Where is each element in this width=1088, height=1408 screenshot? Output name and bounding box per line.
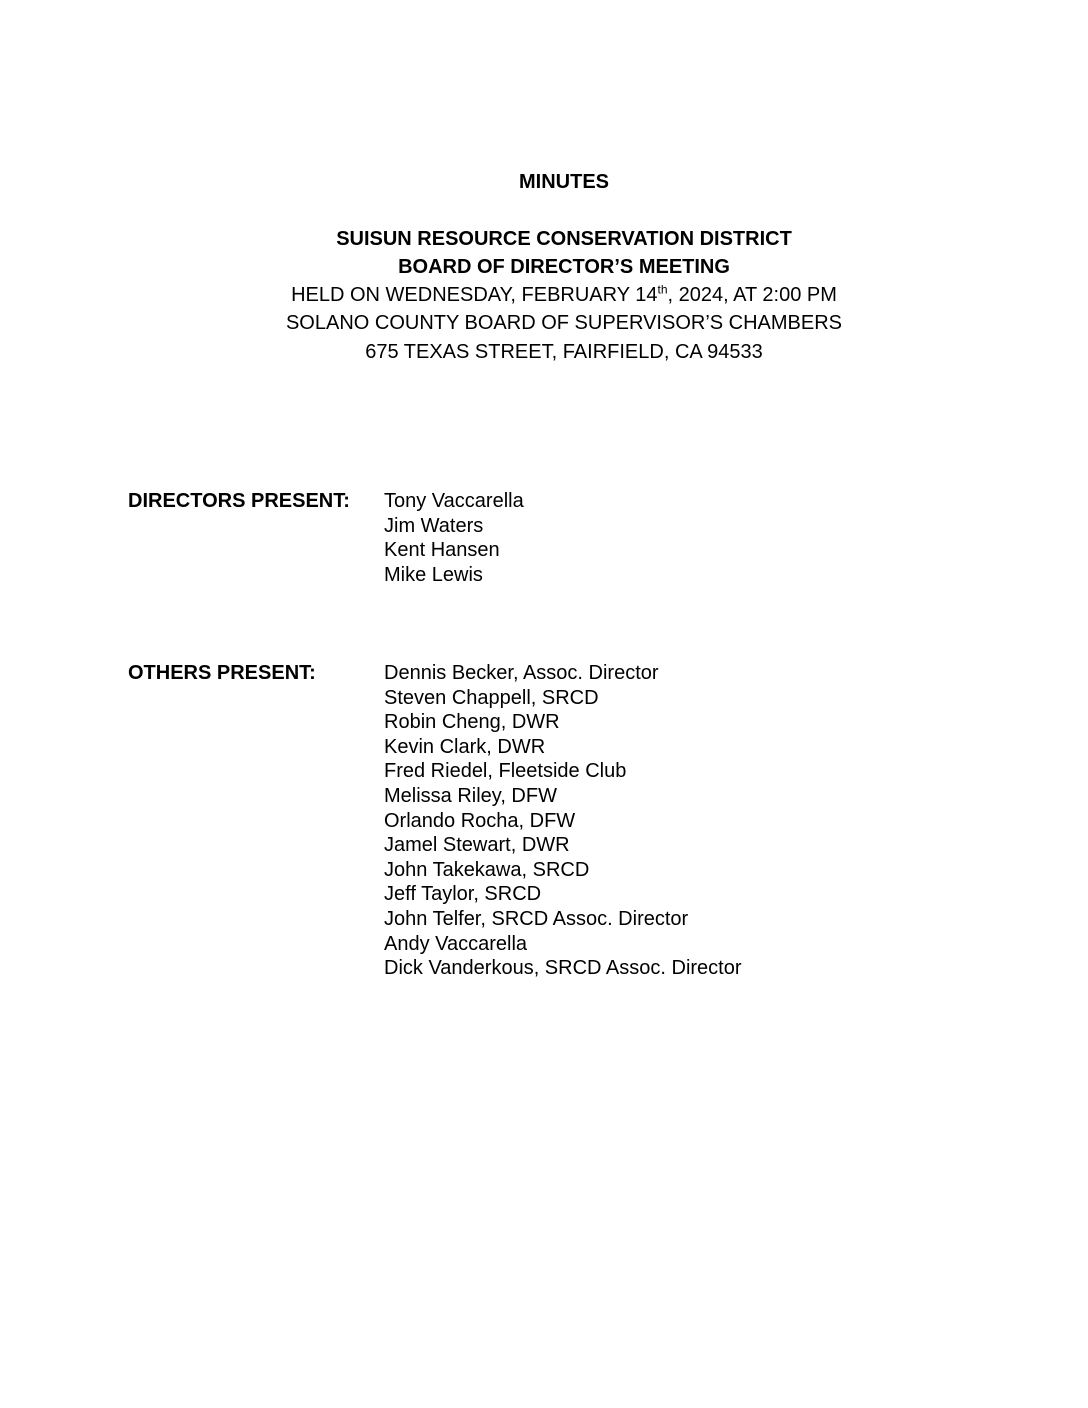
attendee-name: Jim Waters (384, 514, 484, 537)
meeting-date-superscript: th (657, 282, 668, 297)
others-present-label: OTHERS PRESENT: (128, 662, 316, 684)
attendee-name: Dick Vanderkous, SRCD Assoc. Director (384, 957, 742, 980)
attendee-name: Orlando Rocha, DFW (384, 809, 576, 832)
attendee-name: Robin Cheng, DWR (384, 711, 560, 734)
others-present-list (384, 661, 742, 981)
attendee-name: John Telfer, SRCD Assoc. Director (384, 907, 689, 930)
meeting-address: 675 TEXAS STREET, FAIRFIELD, CA 94533 (365, 341, 763, 363)
attendee-name: Jeff Taylor, SRCD (384, 883, 542, 906)
directors-present-label: DIRECTORS PRESENT: (128, 490, 350, 512)
attendee-name: Jamel Stewart, DWR (384, 834, 570, 857)
meeting-location: SOLANO COUNTY BOARD OF SUPERVISOR’S CHAMBERS (285, 312, 843, 334)
meeting-date (0, 281, 1088, 309)
attendee-name: Mike Lewis (384, 563, 483, 586)
attendee-name: Dennis Becker, Assoc. Director (384, 662, 659, 684)
attendee-name: Tony Vaccarella (384, 490, 524, 512)
attendee-name: Steven Chappell, SRCD (384, 686, 599, 709)
attendee-name: Fred Riedel, Fleetside Club (384, 760, 627, 783)
document-title: MINUTES (519, 171, 609, 193)
attendee-name: Andy Vaccarella (384, 932, 528, 955)
meeting-date-prefix: HELD ON WEDNESDAY, FEBRUARY 14 (291, 284, 658, 306)
attendee-name: John Takekawa, SRCD (384, 858, 590, 881)
directors-present-list (384, 489, 524, 587)
organization-name: SUISUN RESOURCE CONSERVATION DISTRICT (336, 228, 792, 250)
attendee-name: Melissa Riley, DFW (384, 784, 557, 807)
meeting-name: BOARD OF DIRECTOR’S MEETING (398, 256, 730, 278)
attendee-name: Kent Hansen (384, 539, 500, 562)
attendee-name: Kevin Clark, DWR (384, 735, 546, 758)
meeting-date-suffix: , 2024, AT 2:00 PM (667, 284, 837, 306)
